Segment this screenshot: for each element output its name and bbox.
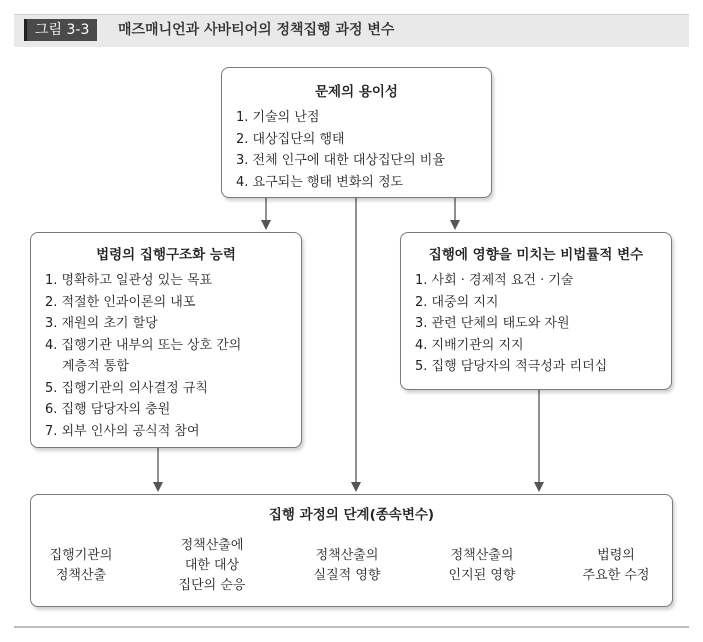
stage-4 xyxy=(432,546,532,586)
stage-3 xyxy=(298,546,396,586)
list-item: 2. 적절한 인과이론의 내포 xyxy=(45,294,196,310)
nonlegal-box-list xyxy=(415,270,671,378)
stage-3-line1: 정책산출의 xyxy=(315,548,379,563)
list-item: 1. 사회 · 경제적 요건 · 기술 xyxy=(415,273,574,288)
stage-3-line2: 실질적 영향 xyxy=(313,568,381,583)
legal-box-list xyxy=(45,270,301,442)
list-item: 5. 집행기관의 의사결정 규칙 xyxy=(45,380,208,396)
stage-2-line1: 정책산출에 xyxy=(180,538,244,553)
list-item: 2. 대상집단의 행태 xyxy=(236,131,345,147)
stage-4-line1: 정책산출의 xyxy=(450,548,514,563)
stage-1-line1: 집행기관의 xyxy=(49,548,113,563)
list-item: 1. 명확하고 일관성 있는 목표 xyxy=(45,273,213,288)
stage-2-line2: 대한 대상 xyxy=(184,558,240,573)
stage-5-line1: 법령의 xyxy=(597,548,635,563)
figure-label: 그림 3-3 xyxy=(24,19,97,41)
stage-4-line2: 인지된 영향 xyxy=(448,568,516,583)
problem-box-title: 문제의 용이성 xyxy=(315,84,398,100)
list-item: 계층적 통합 xyxy=(62,359,129,374)
list-item: 4. 집행기관 내부의 또는 상호 간의 xyxy=(45,337,242,353)
stage-5-line2: 주요한 수정 xyxy=(582,568,650,583)
stage-2 xyxy=(162,536,262,596)
stage-5 xyxy=(568,546,664,586)
stages-box-title: 집행 과정의 단계(종속변수) xyxy=(268,507,435,523)
nonstatutory-variables-box xyxy=(400,232,672,390)
list-item: 3. 전체 인구에 대한 대상집단의 비율 xyxy=(236,153,445,168)
figure-title: 매즈매니언과 사바티어의 정책집행 과정 변수 xyxy=(118,22,395,38)
list-item: 4. 요구되는 행태 변화의 정도 xyxy=(236,174,404,190)
list-item: 5. 집행 담당자의 적극성과 리더십 xyxy=(415,359,608,374)
list-item: 1. 기술의 난점 xyxy=(236,110,320,125)
stage-1-line2: 정책산출 xyxy=(55,568,107,583)
stage-2-line3: 집단의 순응 xyxy=(178,578,246,593)
list-item: 7. 외부 인사의 공식적 참여 xyxy=(45,423,200,439)
nonlegal-box-title: 집행에 영향을 미치는 비법률적 변수 xyxy=(428,247,644,263)
list-item: 3. 관련 단체의 태도와 자원 xyxy=(415,316,570,331)
statute-structuring-box xyxy=(30,232,302,448)
stage-1 xyxy=(36,546,126,586)
problem-tractability-box xyxy=(221,67,492,198)
legal-box-title: 법령의 집행구조화 능력 xyxy=(96,247,236,263)
list-item: 6. 집행 담당자의 충원 xyxy=(45,402,171,417)
list-item: 4. 지배기관의 지지 xyxy=(415,337,524,353)
bottom-rule xyxy=(14,626,689,628)
list-item: 2. 대중의 지지 xyxy=(415,294,499,310)
list-item: 3. 재원의 초기 할당 xyxy=(45,316,158,331)
problem-box-list xyxy=(236,107,491,193)
